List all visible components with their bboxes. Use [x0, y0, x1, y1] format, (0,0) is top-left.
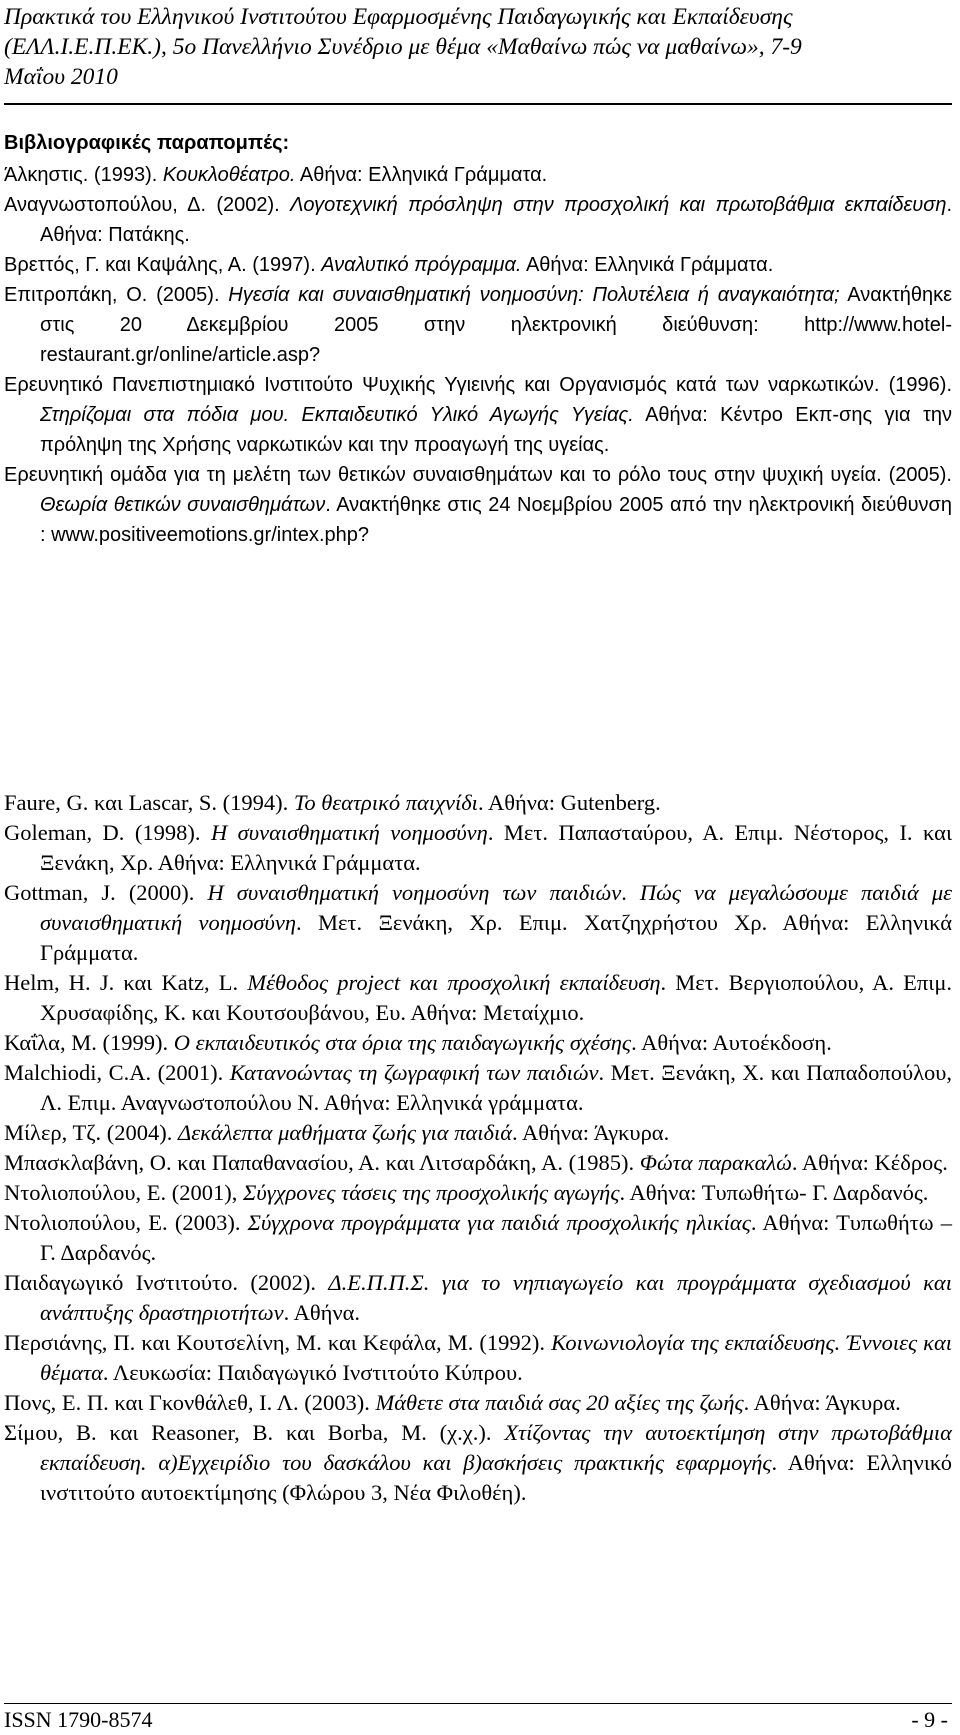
reference-text: . Αθήνα: Αυτοέκδοση.: [631, 1030, 832, 1055]
reference-title: Σύγχρονα προγράμματα για παιδιά προσχολικής ηλικίας: [247, 1210, 751, 1235]
reference-title: Θεωρία θετικών συναισθημάτων: [40, 494, 326, 516]
reference-text: . Αθήνα: Πατάκης.: [40, 194, 952, 246]
reference-entry: [4, 878, 952, 968]
reference-title: Το θεατρικό παιχνίδι: [293, 790, 478, 815]
reference-title: Ο εκπαιδευτικός στα όρια της παιδαγωγικής σχέσης: [173, 1030, 632, 1055]
reference-text: Malchiodi, C.A. (2001).: [4, 1060, 230, 1085]
reference-text: Goleman, D. (1998).: [4, 820, 211, 845]
reference-text: Περσιάνης, Π. και Κουτσελίνη, Μ. και Κεφάλα, Μ. (1992).: [4, 1330, 552, 1355]
reference-entry: [4, 160, 952, 190]
reference-text: .: [621, 880, 640, 905]
reference-text: Μπασκλαβάνη, Ο. και Παπαθανασίου, Α. και Λιτσαρδάκη, Α. (1985).: [4, 1150, 640, 1175]
reference-entry: [4, 190, 952, 250]
reference-title: Κατανοώντας τη ζωγραφική των παιδιών: [229, 1060, 599, 1085]
reference-title: Μάθετε στα παιδιά σας 20 αξίες της ζωής: [375, 1390, 744, 1415]
reference-text: . Λευκωσία: Παιδαγωγικό Ινστιτούτο Κύπρου.: [102, 1360, 523, 1385]
reference-text: . Μετ. Ξενάκη, Χ. και Παπαδοπούλου, Λ. Επιμ. Αναγνωστοπούλου Ν. Αθήνα: Ελληνικά γράμματα.: [40, 1060, 953, 1115]
reference-title: Μέθοδος project και προσχολική εκπαίδευση: [247, 970, 661, 995]
reference-entry: [4, 1028, 952, 1058]
reference-text: Μίλερ, Τζ. (2004).: [4, 1120, 179, 1145]
reference-entry: [4, 1418, 952, 1508]
reference-entry: [4, 788, 952, 818]
reference-title: Κουκλοθέατρο.: [162, 164, 296, 186]
reference-text: Καΐλα, Μ. (1999).: [4, 1030, 174, 1055]
header-line-3: Μαΐου 2010: [4, 64, 118, 90]
running-header: [4, 2, 952, 92]
reference-title: Δεκάλεπτα μαθήματα ζωής για παιδιά: [178, 1120, 513, 1145]
reference-text: . Μετ. Βεργιοπούλου, Α. Επιμ. Χρυσαφίδης, Κ. και Κουτσουβάνου, Ευ. Αθήνα: Μεταίχμιο.: [40, 970, 953, 1025]
reference-text: Αθήνα: Ελληνικά Γράμματα.: [295, 164, 548, 186]
reference-text: Faure, G. και Lascar, S. (1994).: [4, 790, 294, 815]
reference-title: Χτίζοντας την αυτοεκτίμηση στην πρωτοβάθμια εκπαίδευση. α)Εγχειρίδιο του δασκάλου και β)ασκήσεις πρακτικής εφαρμογής: [40, 1420, 952, 1475]
footer-divider: [4, 1703, 952, 1704]
reference-title: Η συναισθηματική νοημοσύνη των παιδιών: [207, 880, 622, 905]
section-heading: Βιβλιογραφικές παραπομπές:: [4, 132, 290, 154]
reference-text: Πονς, Ε. Π. και Γκονθάλεθ, Ι. Λ. (2003).: [4, 1390, 376, 1415]
reference-text: Παιδαγωγικό Ινστιτούτο. (2002).: [4, 1270, 329, 1295]
reference-text: . Αθήνα.: [283, 1300, 361, 1325]
reference-text: Ερευνητική ομάδα για τη μελέτη των θετικών συναισθημάτων και το ρόλο τους στην ψυχική υγεία. (2005).: [4, 464, 952, 486]
header-divider: [4, 103, 952, 105]
reference-entry: [4, 250, 952, 280]
reference-text: Αθήνα: Ελληνικά Γράμματα.: [521, 254, 774, 276]
reference-text: Αθήνα: Κέντρο Εκπ-σης για την πρόληψη της Χρήσης ναρκωτικών και την προαγωγή της υγείας.: [40, 404, 952, 456]
page-number: - 9 -: [911, 1707, 948, 1732]
reference-title: Φώτα παρακαλώ: [639, 1150, 792, 1175]
reference-text: Helm, H. J. και Katz, L.: [4, 970, 248, 995]
reference-entry: [4, 1268, 952, 1328]
reference-text: Ερευνητικό Πανεπιστημιακό Ινστιτούτο Ψυχικής Υγιεινής και Οργανισμός κατά των ναρκωτικών. (1996).: [4, 374, 952, 396]
reference-text: Άλκηστις. (1993).: [4, 164, 163, 186]
reference-text: Ντολιοπούλου, Ε. (2003).: [4, 1210, 248, 1235]
reference-text: Βρεττός, Γ. και Καψάλης, Α. (1997).: [4, 254, 322, 276]
reference-entry: [4, 1178, 952, 1208]
reference-text: Σίμου, Β. και Reasoner, Β. και Borba, Μ. (χ.χ.).: [4, 1420, 505, 1445]
reference-text: Αναγνωστοπούλου, Δ. (2002).: [4, 194, 291, 216]
reference-title: Δ.Ε.Π.Π.Σ. για το νηπιαγωγείο και προγράμματα σχεδιασμού και ανάπτυξης δραστηριοτήτων: [40, 1270, 952, 1325]
reference-title: Η συναισθηματική νοημοσύνη: [210, 820, 488, 845]
reference-text: . Μετ. Ξενάκη, Χρ. Επιμ. Χατζηχρήστου Χρ. Αθήνα: Ελληνικά Γράμματα.: [40, 910, 953, 965]
reference-entry: [4, 1118, 952, 1148]
reference-entry: [4, 1388, 952, 1418]
reference-text: Ντολιοπούλου, Ε. (2001),: [4, 1180, 244, 1205]
reference-text: Gottman, J. (2000).: [4, 880, 208, 905]
reference-title: Ηγεσία και συναισθηματική νοημοσύνη: Πολυτέλεια ή αναγκαιότητα;: [228, 284, 840, 306]
reference-text: Επιτροπάκη, Ο. (2005).: [4, 284, 229, 306]
reference-entry: [4, 818, 952, 878]
reference-text: . Ανακτήθηκε στις 24 Νοεμβρίου 2005 από την ηλεκτρονική διεύθυνση : www.positiveemotions.gr/intex.php?: [40, 494, 952, 546]
reference-list-sans: [4, 160, 952, 550]
reference-entry: [4, 1058, 952, 1118]
header-line-2: (ΕΛΛ.Ι.Ε.Π.ΕΚ.), 5ο Πανελλήνιο Συνέδριο με θέμα «Μαθαίνω πώς να μαθαίνω», 7-9: [4, 34, 802, 60]
reference-text: . Αθήνα: Κέδρος.: [791, 1150, 948, 1175]
reference-title: Σύγχρονες τάσεις της προσχολικής αγωγής: [243, 1180, 620, 1205]
reference-entry: [4, 460, 952, 550]
reference-title: Κοινωνιολογία της εκπαίδευσης. Έννοιες και θέματα: [40, 1330, 953, 1385]
reference-text: . Αθήνα: Τυπωθήτω – Γ. Δαρδανός.: [40, 1210, 952, 1265]
reference-title: Στηρίζομαι στα πόδια μου. Εκπαιδευτικό Υλικό Αγωγής Υγείας.: [40, 404, 634, 426]
reference-list-serif: [4, 788, 952, 1508]
header-line-1: Πρακτικά του Ελληνικού Ινστιτούτου Εφαρμοσμένης Παιδαγωγικής και Εκπαίδευσης: [4, 4, 793, 30]
reference-text: . Αθήνα: Άγκυρα.: [743, 1390, 901, 1415]
reference-text: . Αθήνα: Τυπωθήτω- Γ. Δαρδανός.: [619, 1180, 929, 1205]
reference-entry: [4, 1208, 952, 1268]
reference-title: Λογοτεχνική πρόσληψη στην προσχολική και πρωτοβάθμια εκπαίδευση: [290, 194, 947, 216]
reference-entry: [4, 1328, 952, 1388]
reference-text: . Αθήνα: Ελληνικό ινστιτούτο αυτοεκτίμησης (Φλώρου 3, Νέα Φιλοθέη).: [40, 1450, 953, 1505]
reference-text: . Μετ. Παπασταύρου, Α. Επιμ. Νέστορος, Ι. και Ξενάκη, Χρ. Αθήνα: Ελληνικά Γράμματα.: [40, 820, 953, 875]
reference-title: Αναλυτικό πρόγραμμα.: [321, 254, 522, 276]
reference-text: Ανακτήθηκε στις 20 Δεκεμβρίου 2005 στην ηλεκτρονική διεύθυνση: http://www.hotel-restaurant.gr/online/article.asp?: [40, 284, 952, 366]
issn-label: ISSN 1790-8574: [4, 1707, 153, 1732]
reference-entry: [4, 968, 952, 1028]
reference-text: . Αθήνα: Gutenberg.: [477, 790, 661, 815]
reference-entry: [4, 1148, 952, 1178]
reference-text: . Αθήνα: Άγκυρα.: [512, 1120, 670, 1145]
reference-entry: [4, 370, 952, 460]
reference-entry: [4, 280, 952, 370]
reference-title: Πώς να μεγαλώσουμε παιδιά με συναισθηματική νοημοσύνη: [40, 880, 953, 935]
